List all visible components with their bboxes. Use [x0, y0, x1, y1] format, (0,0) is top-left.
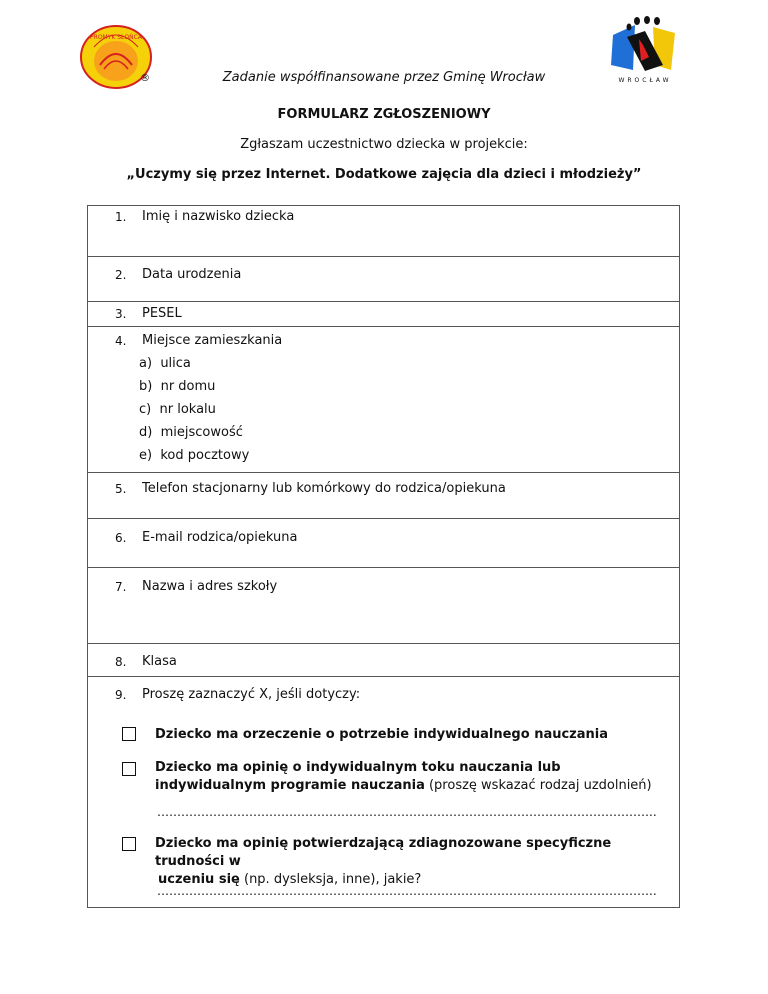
option-individual-program: Dziecko ma opinię o indywidualnym toku nauczania lub indywidualnym programie nauczania (proszę wskazać rodzaj uzdolnień) [155, 760, 652, 793]
address-city: d) miejscowość [139, 425, 243, 440]
form-row-child-name[interactable] [88, 206, 679, 257]
row-number: 5. [115, 482, 127, 496]
address-postal-code: e) kod pocztowy [139, 448, 250, 463]
form-row-school[interactable] [88, 568, 679, 644]
checkbox-individual-program[interactable] [122, 762, 136, 776]
form-row-phone[interactable] [88, 473, 679, 519]
address-street: a) ulica [139, 356, 191, 371]
form-row-email[interactable] [88, 519, 679, 568]
dotted-answer-line-1[interactable]: …………………………………………………………………………………………………………….. [157, 805, 657, 819]
row-number: 2. [115, 268, 127, 282]
row-number: 9. [115, 688, 127, 702]
form-title: FORMULARZ ZGŁOSZENIOWY [277, 107, 491, 122]
row-label: Data urodzenia [142, 267, 242, 282]
address-apartment-number: c) nr lokalu [139, 402, 216, 417]
project-name: „Uczymy się przez Internet. Dodatkowe zajęcia dla dzieci i młodzieży” [126, 167, 642, 182]
row-label: E-mail rodzica/opiekuna [142, 530, 298, 545]
row-label: Telefon stacjonarny lub komórkowy do rodzica/opiekuna [142, 481, 506, 496]
row-label: Imię i nazwisko dziecka [142, 209, 295, 224]
cofinance-note: Zadanie współfinansowane przez Gminę Wrocław [222, 70, 546, 85]
row-label: PESEL [142, 306, 182, 321]
form-row-class[interactable] [88, 644, 679, 677]
form-row-pesel[interactable] [88, 302, 679, 327]
registration-form-table [87, 205, 680, 908]
row-label: Klasa [142, 654, 177, 669]
row-label: Nazwa i adres szkoły [142, 579, 278, 594]
row-number: 4. [115, 334, 127, 348]
row-label: Miejsce zamieszkania [142, 333, 283, 348]
row-number: 3. [115, 307, 127, 321]
checkbox-individual-teaching[interactable] [122, 727, 136, 741]
form-subtitle: Zgłaszam uczestnictwo dziecka w projekcie: [240, 137, 528, 152]
wroclaw-logo-text: WROCŁAW [618, 77, 672, 84]
row-number: 1. [115, 210, 127, 224]
option-learning-difficulties: Dziecko ma opinię potwierdzającą zdiagnozowane specyficzne trudności w uczeniu się (np. dysleksja, inne), jakie? [155, 836, 612, 887]
checkbox-learning-difficulties[interactable] [122, 837, 136, 851]
address-house-number: b) nr domu [139, 379, 216, 394]
row-number: 7. [115, 580, 127, 594]
row-number: 6. [115, 531, 127, 545]
registered-mark: ® [140, 73, 150, 84]
form-row-address[interactable] [88, 327, 679, 473]
form-row-birth-date[interactable] [88, 257, 679, 302]
row-number: 8. [115, 655, 127, 669]
row-label: Proszę zaznaczyć X, jeśli dotyczy: [142, 687, 361, 702]
option-individual-teaching: Dziecko ma orzeczenie o potrzebie indywidualnego nauczania [155, 727, 609, 742]
dotted-answer-line-2[interactable]: …………………………………………………………………………………………………………….. [157, 884, 657, 898]
svg-text:PROMYK SŁOŃCA: PROMYK SŁOŃCA [90, 34, 142, 41]
form-row-special-needs [88, 677, 679, 908]
